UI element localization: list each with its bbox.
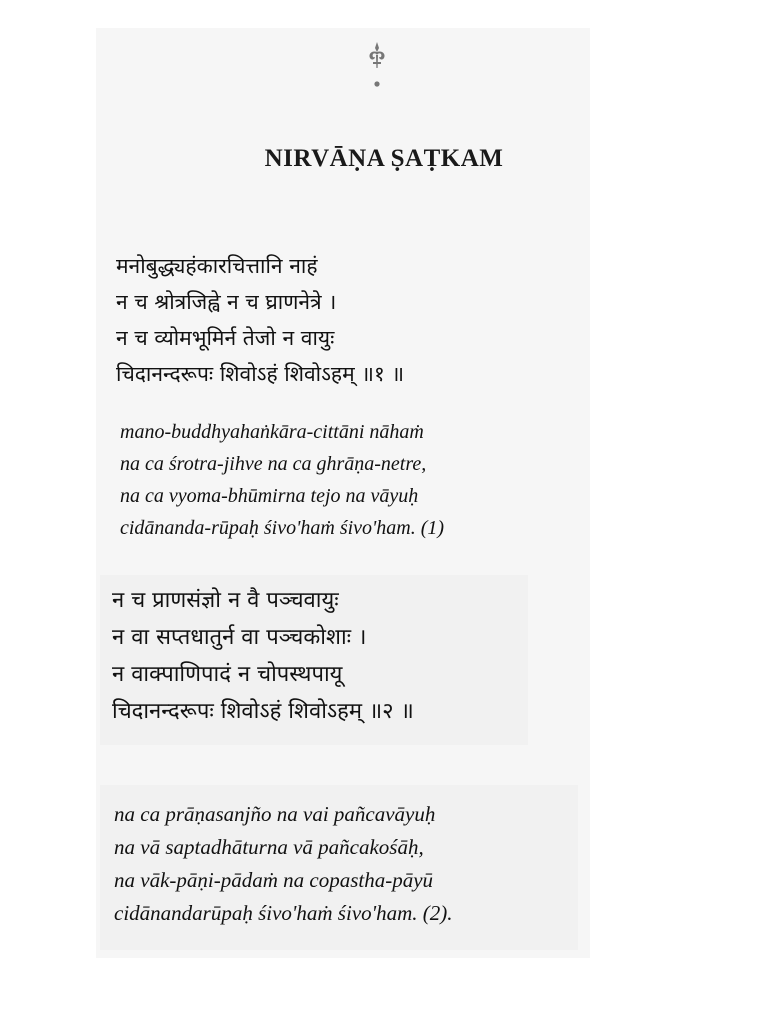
verse-line: cidānanda-rūpaḥ śivo'haṁ śivo'ham. (1) [120,517,445,539]
verse-line: न च श्रोत्रजिह्वे न च घ्राणनेत्रे । [116,290,337,314]
verse-line: चिदानन्दरूपः शिवोऽहं शिवोऽहम् ॥१ ॥ [116,362,405,386]
verse-line: न वाक्पाणिपादं न चोपस्थपायू [112,662,343,687]
verse-line: na ca prāṇasanjño na vai pañcavāyuḥ [114,802,436,826]
verse-1-transliteration [120,416,444,544]
verse-line: na ca vyoma-bhūmirna tejo na vāyuḥ [120,485,419,507]
verse-line: मनोबुद्ध्यहंकारचित्तानि नाहं [116,254,318,278]
verse-line: चिदानन्दरूपः शिवोऽहं शिवोऽहम् ॥२ ॥ [112,699,414,724]
verse-2-devanagari [112,582,414,730]
verse-line: na vā saptadhāturna vā pañcakośāḥ, [114,835,424,859]
verse-line: na ca śrotra-jihve na ca ghrāṇa-netre, [120,453,427,475]
verse-2-transliteration [114,798,453,930]
verse-line: न च व्योमभूमिर्न तेजो न वायुः [116,326,335,350]
verse-line: न वा सप्तधातुर्न वा पञ्चकोशाः । [112,625,367,650]
page-title: NIRVĀṆA ṢAṬKAM [264,145,504,172]
verse-line: न च प्राणसंज्ञो न वै पञ्चवायुः [112,588,339,613]
verse-line: cidānandarūpaḥ śivo'haṁ śivo'ham. (2). [114,901,453,925]
verse-1-devanagari [116,248,404,392]
fleuron-icon [364,40,390,90]
verse-line: mano-buddhyahaṅkāra-cittāni nāhaṁ [120,421,424,443]
verse-line: na vāk-pāṇi-pādaṁ na copastha-pāyū [114,868,434,892]
